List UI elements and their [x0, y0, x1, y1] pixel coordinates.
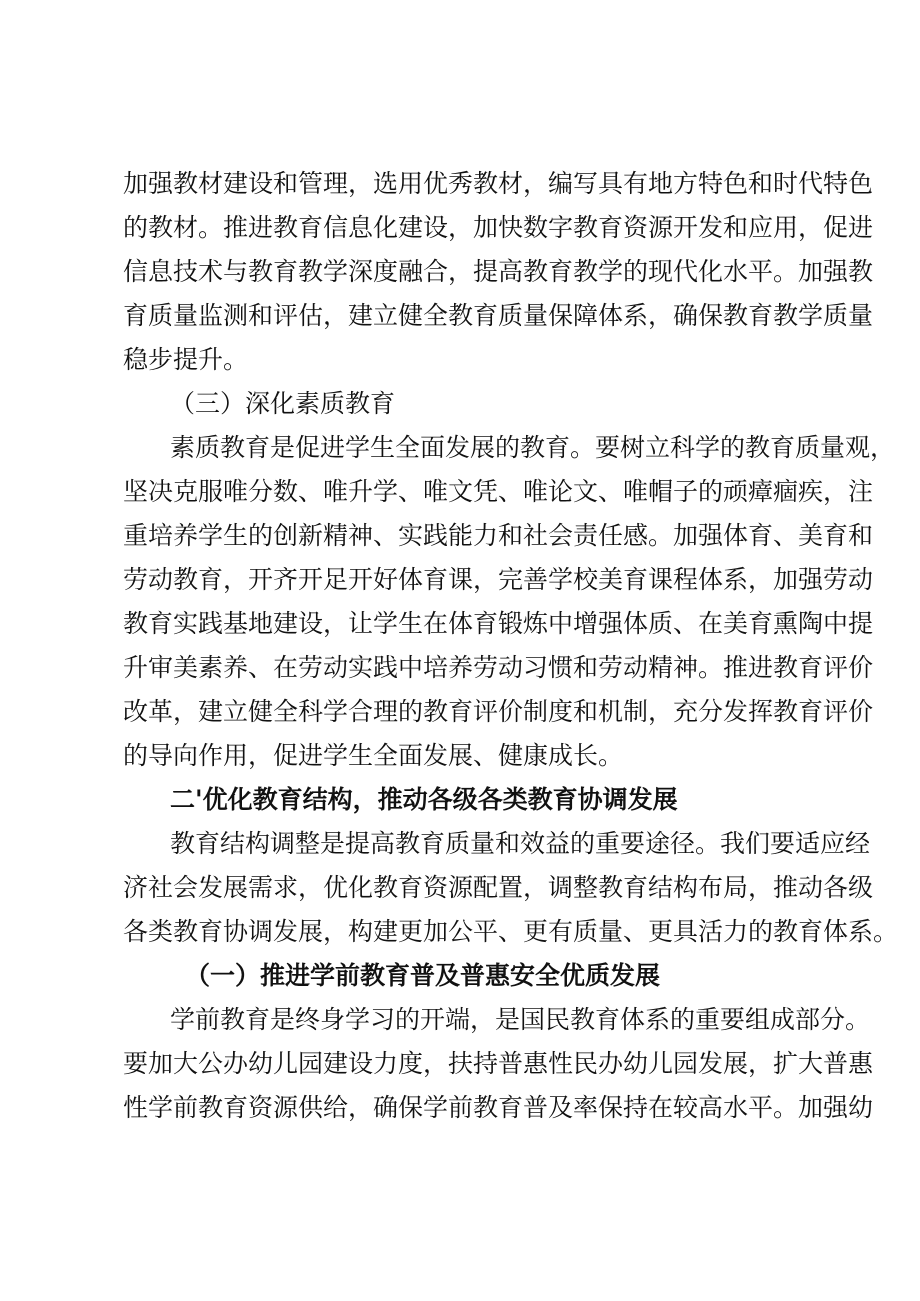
paragraph-2-line-2: 坚决克服唯分数、唯升学、唯文凭、唯论文、唯帽子的顽瘴痼疾，注 — [123, 477, 874, 506]
paragraph-1-line-2: 的教材。推进教育信息化建设，加快数字教育资源开发和应用，促进 — [123, 213, 874, 242]
paragraph-3-line-2: 济社会发展需求，优化教育资源配置，调整教育结构布局，推动各级 — [123, 873, 874, 902]
paragraph-4-line-3: 性学前教育资源供给，确保学前教育普及率保持在较高水平。加强幼 — [123, 1093, 874, 1122]
paragraph-1-line-1: 加强教材建设和管理，选用优秀教材，编写具有地方特色和时代特色 — [123, 169, 874, 198]
paragraph-1-line-3: 信息技术与教育教学深度融合，提高教育教学的现代化水平。加强教 — [123, 257, 874, 286]
paragraph-2-line-3: 重培养学生的创新精神、实践能力和社会责任感。加强体育、美育和 — [123, 521, 874, 550]
paragraph-2-line-6: 升审美素养、在劳动实践中培养劳动习惯和劳动精神。推进教育评价 — [123, 653, 874, 682]
paragraph-4-line-1: 学前教育是终身学习的开端，是国民教育体系的重要组成部分。 — [170, 1005, 871, 1034]
paragraph-2-line-1: 素质教育是促进学生全面发展的教育。要树立科学的教育质量观， — [170, 433, 896, 462]
paragraph-4-line-2: 要加大公办幼儿园建设力度，扶持普惠性民办幼儿园发展，扩大普惠 — [123, 1049, 874, 1078]
paragraph-2-line-7: 改革，建立健全科学合理的教育评价制度和机制，充分发挥教育评价 — [123, 697, 874, 726]
paragraph-2-line-8: 的导向作用，促进学生全面发展、健康成长。 — [123, 741, 624, 770]
section-heading-2: 二'优化教育结构，推动各级各类教育协调发展 — [170, 785, 678, 814]
paragraph-1-line-4: 育质量监测和评估，建立健全教育质量保障体系，确保教育教学质量 — [123, 301, 874, 330]
paragraph-2-line-4: 劳动教育，开齐开足开好体育课，完善学校美育课程体系，加强劳动 — [123, 565, 874, 594]
paragraph-1-line-5: 稳步提升。 — [123, 345, 249, 374]
paragraph-3-line-3: 各类教育协调发展，构建更加公平、更有质量、更具活力的教育体系。 — [123, 917, 899, 946]
section-heading-3: （三）深化素质教育 — [170, 389, 396, 418]
paragraph-3-line-1: 教育结构调整是提高教育质量和效益的重要途径。我们要适应经 — [170, 829, 871, 858]
paragraph-2-line-5: 教育实践基地建设，让学生在体育锻炼中增强体质、在美育熏陶中提 — [123, 609, 874, 638]
section-heading-1: （一）推进学前教育普及普惠安全优质发展 — [185, 961, 661, 990]
